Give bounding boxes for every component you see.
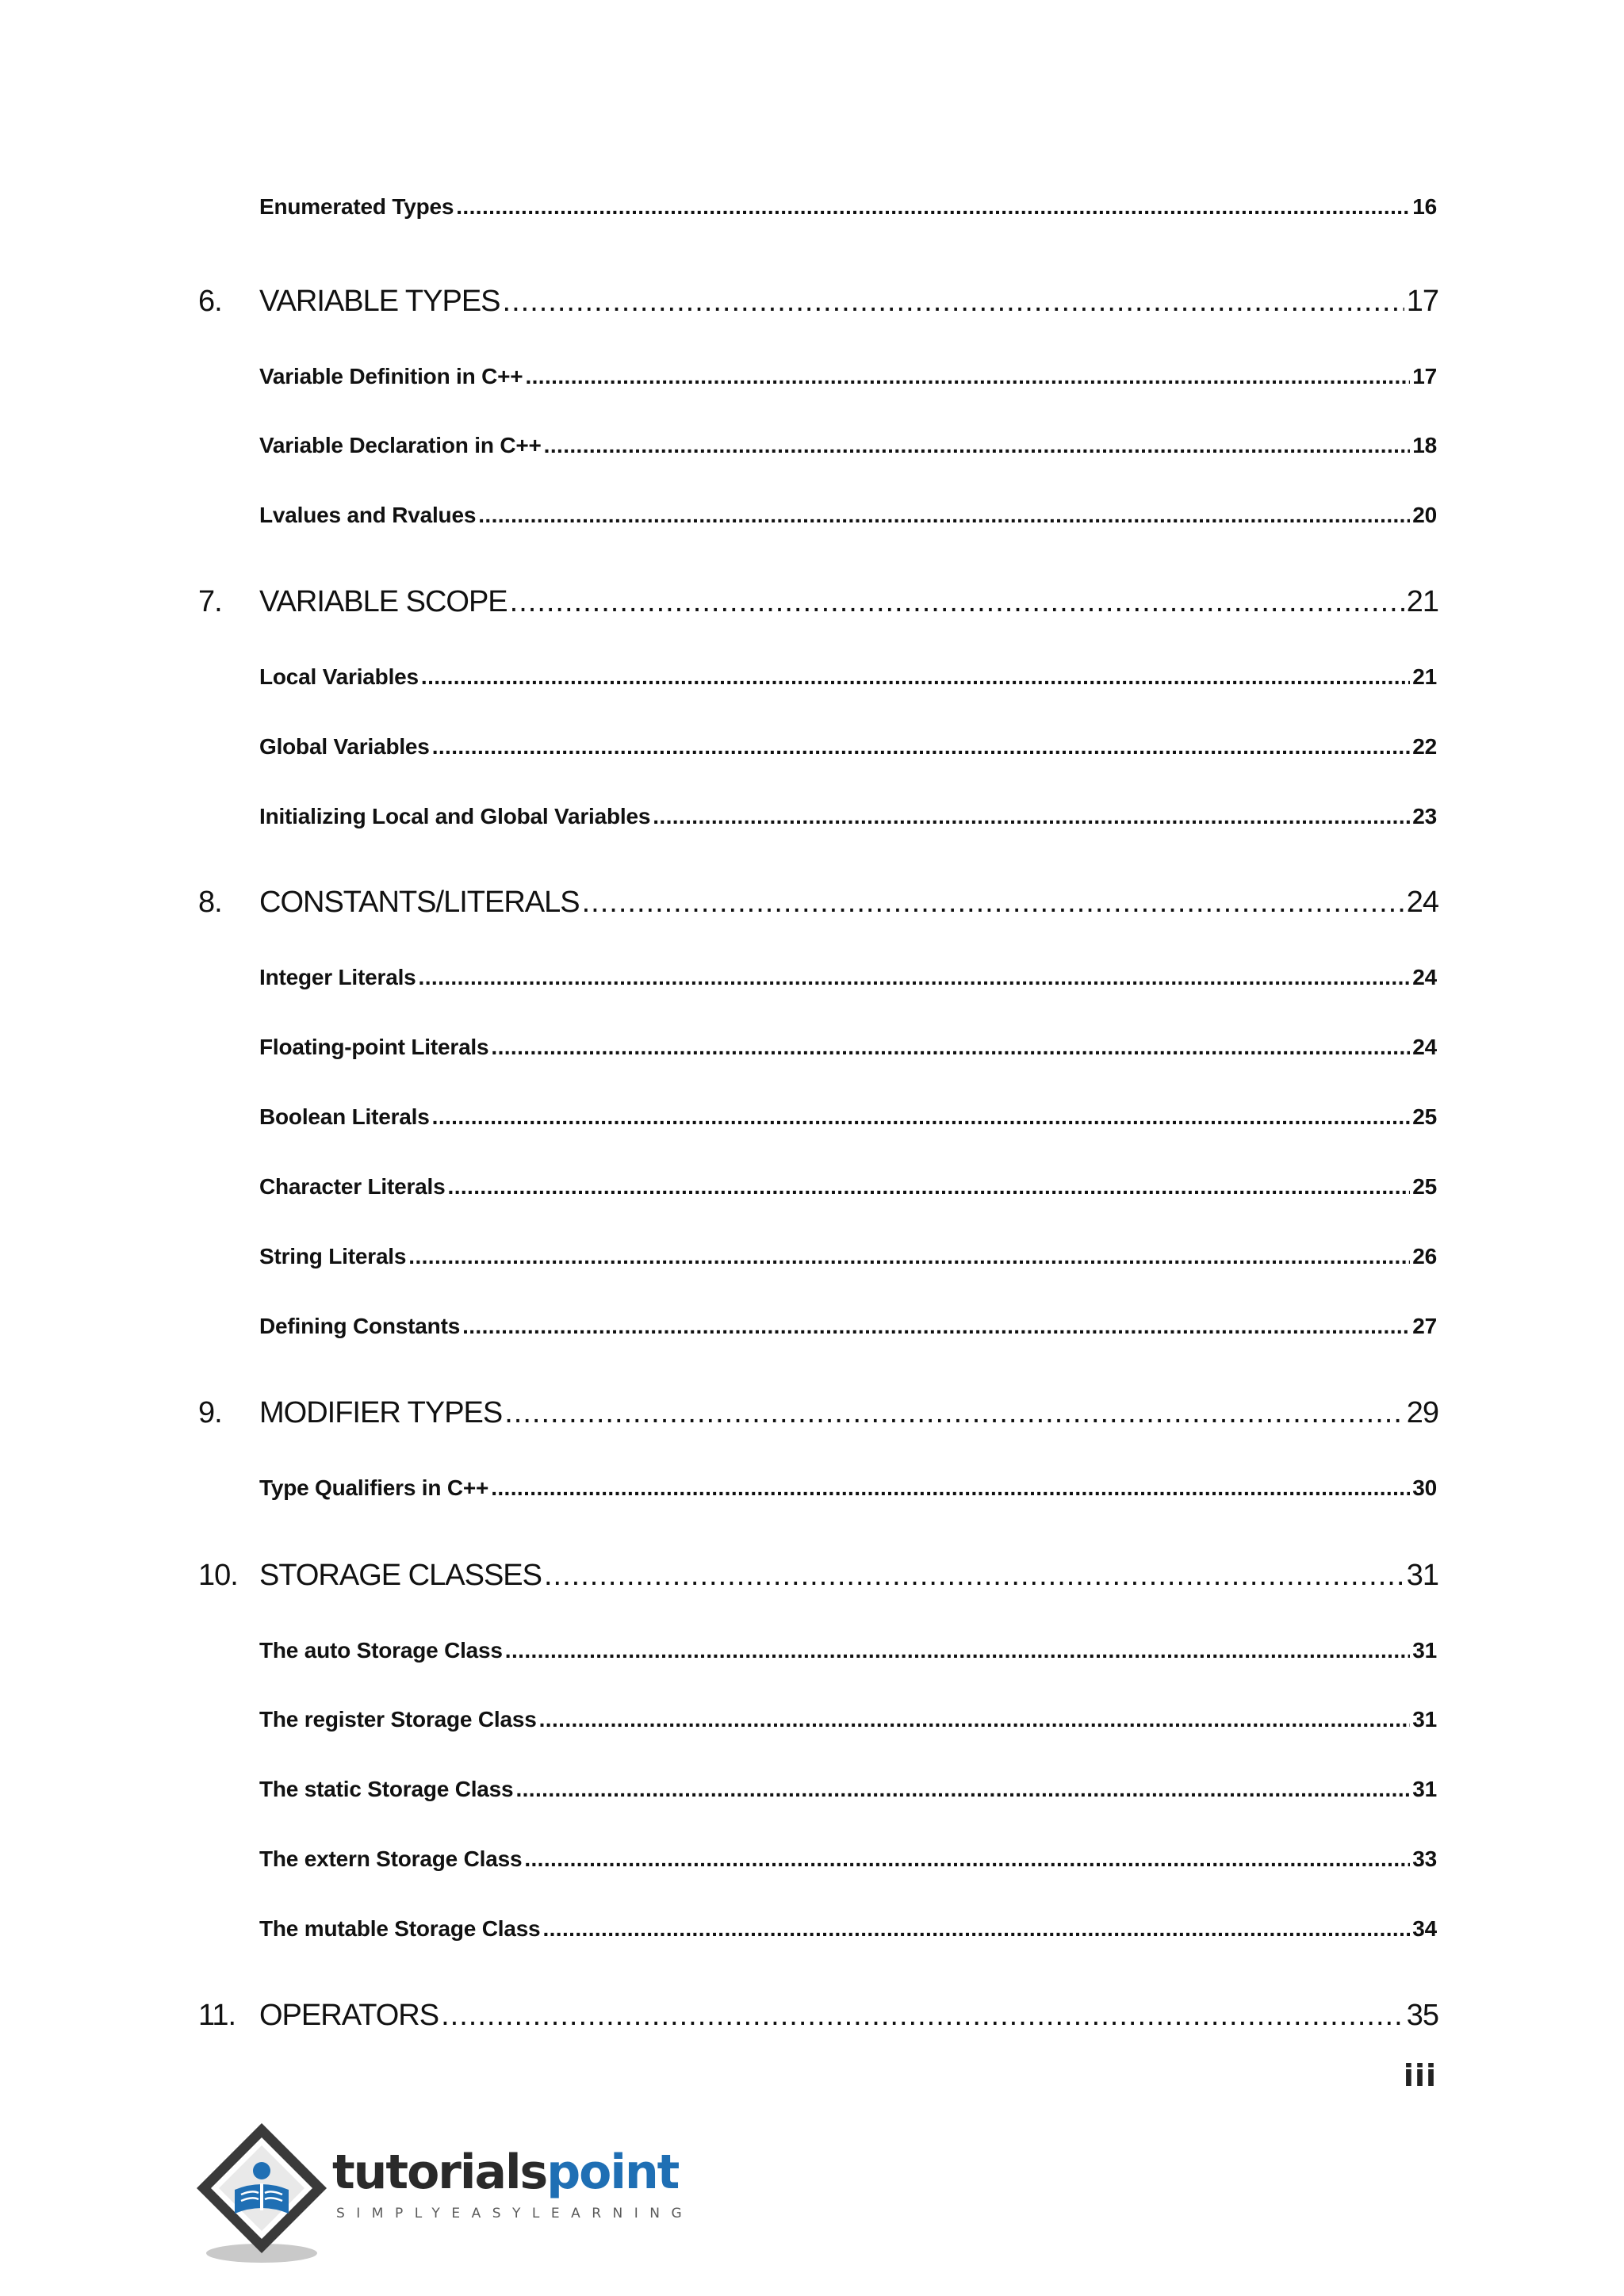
- toc-section-entry[interactable]: [259, 1475, 1437, 1501]
- page-number: iii: [1403, 2058, 1437, 2093]
- toc-section-entry[interactable]: [259, 1314, 1437, 1339]
- toc-entry-title: Global Variables: [259, 734, 430, 759]
- toc-dot-leader: [491, 1035, 1410, 1060]
- toc-chapter-entry[interactable]: [198, 1396, 1438, 1430]
- toc-section-entry[interactable]: [259, 364, 1437, 389]
- toc-section-entry[interactable]: [259, 194, 1437, 220]
- toc-page-number: 21: [1412, 664, 1437, 689]
- toc-page-number: 17: [1406, 285, 1438, 318]
- toc-chapter-entry[interactable]: [198, 886, 1438, 920]
- toc-entry-title: CONSTANTS/LITERALS: [259, 886, 580, 919]
- toc-page-number: 22: [1412, 734, 1437, 759]
- toc-page-number: 23: [1412, 804, 1437, 828]
- toc-entry-title: Lvalues and Rvalues: [259, 503, 477, 527]
- toc-page-number: 35: [1406, 1999, 1438, 2032]
- toc-section-entry[interactable]: [259, 1104, 1437, 1130]
- toc-chapter-number: 7.: [198, 585, 222, 618]
- toc-page-number: 25: [1412, 1174, 1437, 1199]
- toc-section-entry[interactable]: [259, 1035, 1437, 1060]
- toc-entry-title: The mutable Storage Class: [259, 1916, 541, 1941]
- toc-dot-leader: [542, 1916, 1410, 1942]
- toc-entry-title: STORAGE CLASSES: [259, 1559, 542, 1592]
- toc-page-number: 29: [1406, 1396, 1438, 1429]
- toc-page-number: 27: [1412, 1314, 1437, 1338]
- toc-dot-leader: [503, 285, 1404, 319]
- toc-dot-leader: [515, 1777, 1410, 1802]
- toc-section-entry[interactable]: [259, 664, 1437, 690]
- toc-page-number: 31: [1412, 1707, 1437, 1732]
- toc-dot-leader: [524, 1846, 1410, 1872]
- toc-page-number: 24: [1412, 965, 1437, 989]
- toc-entry-title: Variable Definition in C++: [259, 364, 523, 388]
- tutorialspoint-logo: [193, 2117, 701, 2291]
- toc-chapter-entry[interactable]: [198, 1559, 1438, 1593]
- tutorialspoint-diamond-logo-icon: [193, 2117, 336, 2267]
- toc-entry-title: OPERATORS: [259, 1999, 439, 2032]
- toc-dot-leader: [408, 1244, 1410, 1269]
- toc-page-number: 18: [1412, 433, 1437, 457]
- toc-entry-title: Enumerated Types: [259, 194, 454, 219]
- toc-section-entry[interactable]: [259, 1846, 1437, 1872]
- toc-entry-title: String Literals: [259, 1244, 407, 1269]
- toc-dot-leader: [419, 965, 1411, 990]
- toc-section-entry[interactable]: [259, 1244, 1437, 1269]
- toc-dot-leader: [510, 585, 1404, 619]
- toc-page-number: 24: [1412, 1035, 1437, 1059]
- toc-page-number: 31: [1412, 1777, 1437, 1801]
- toc-page-number: 20: [1412, 503, 1437, 527]
- toc-section-entry[interactable]: [259, 734, 1437, 760]
- toc-entry-title: Character Literals: [259, 1174, 446, 1199]
- toc-dot-leader: [505, 1638, 1410, 1663]
- toc-dot-leader: [544, 433, 1411, 458]
- toc-entry-title: The auto Storage Class: [259, 1638, 503, 1663]
- toc-section-entry[interactable]: [259, 1174, 1437, 1200]
- toc-dot-leader: [491, 1475, 1410, 1501]
- toc-page-number: 16: [1412, 194, 1437, 219]
- toc-chapter-number: 8.: [198, 886, 222, 919]
- toc-dot-leader: [448, 1174, 1411, 1200]
- toc-dot-leader: [432, 734, 1411, 760]
- toc-entry-title: Boolean Literals: [259, 1104, 430, 1129]
- toc-entry-title: Defining Constants: [259, 1314, 461, 1338]
- toc-entry-title: MODIFIER TYPES: [259, 1396, 503, 1429]
- toc-entry-title: Local Variables: [259, 664, 419, 689]
- toc-dot-leader: [504, 1396, 1404, 1430]
- toc-dot-leader: [441, 1999, 1404, 2033]
- toc-entry-title: VARIABLE SCOPE: [259, 585, 508, 618]
- toc-chapter-number: 11.: [198, 1999, 236, 2032]
- toc-chapter-entry[interactable]: [198, 585, 1438, 619]
- toc-page-number: 33: [1412, 1846, 1437, 1871]
- toc-page-number: 31: [1412, 1638, 1437, 1663]
- toc-page-number: 31: [1406, 1559, 1438, 1592]
- toc-dot-leader: [582, 886, 1404, 920]
- toc-section-entry[interactable]: [259, 1707, 1437, 1732]
- toc-dot-leader: [421, 664, 1410, 690]
- toc-section-entry[interactable]: [259, 804, 1437, 829]
- toc-dot-leader: [544, 1559, 1404, 1593]
- toc-chapter-entry[interactable]: [198, 285, 1438, 319]
- toc-dot-leader: [456, 194, 1410, 220]
- toc-page-number: 30: [1412, 1475, 1437, 1500]
- toc-entry-title: Initializing Local and Global Variables: [259, 804, 651, 828]
- toc-dot-leader: [653, 804, 1410, 829]
- toc-entry-title: VARIABLE TYPES: [259, 285, 500, 318]
- logo-wordmark: [332, 2145, 679, 2200]
- toc-page-number: 24: [1406, 886, 1438, 919]
- toc-entry-title: Type Qualifiers in C++: [259, 1475, 489, 1500]
- toc-chapter-entry[interactable]: [198, 1999, 1438, 2033]
- toc-chapter-number: 6.: [198, 285, 222, 318]
- toc-entry-title: Floating-point Literals: [259, 1035, 489, 1059]
- toc-chapter-number: 10.: [198, 1559, 238, 1592]
- toc-entry-title: Variable Declaration in C++: [259, 433, 542, 457]
- toc-section-entry[interactable]: [259, 503, 1437, 528]
- toc-page-number: 34: [1412, 1916, 1437, 1941]
- toc-entry-title: The static Storage Class: [259, 1777, 514, 1801]
- toc-dot-leader: [478, 503, 1410, 528]
- toc-entry-title: The register Storage Class: [259, 1707, 537, 1732]
- toc-dot-leader: [539, 1707, 1411, 1732]
- toc-page-number: 26: [1412, 1244, 1437, 1269]
- logo-tagline: SIMPLYEASYLEARNING: [336, 2206, 694, 2221]
- toc-dot-leader: [462, 1314, 1410, 1339]
- toc-section-entry[interactable]: [259, 965, 1437, 990]
- toc-page-number: 25: [1412, 1104, 1437, 1129]
- toc-entry-title: The extern Storage Class: [259, 1846, 523, 1871]
- logo-word-point: point: [546, 2145, 679, 2200]
- toc-page-number: 17: [1412, 364, 1437, 388]
- toc-section-entry[interactable]: [259, 1638, 1437, 1663]
- logo-word-tutorials: tutorials: [332, 2145, 547, 2200]
- toc-entry-title: Integer Literals: [259, 965, 416, 989]
- toc-section-entry[interactable]: [259, 433, 1437, 458]
- toc-section-entry[interactable]: [259, 1777, 1437, 1802]
- toc-dot-leader: [432, 1104, 1411, 1130]
- toc-page-number: 21: [1406, 585, 1438, 618]
- toc-section-entry[interactable]: [259, 1916, 1437, 1942]
- toc-chapter-number: 9.: [198, 1396, 222, 1429]
- toc-dot-leader: [525, 364, 1410, 389]
